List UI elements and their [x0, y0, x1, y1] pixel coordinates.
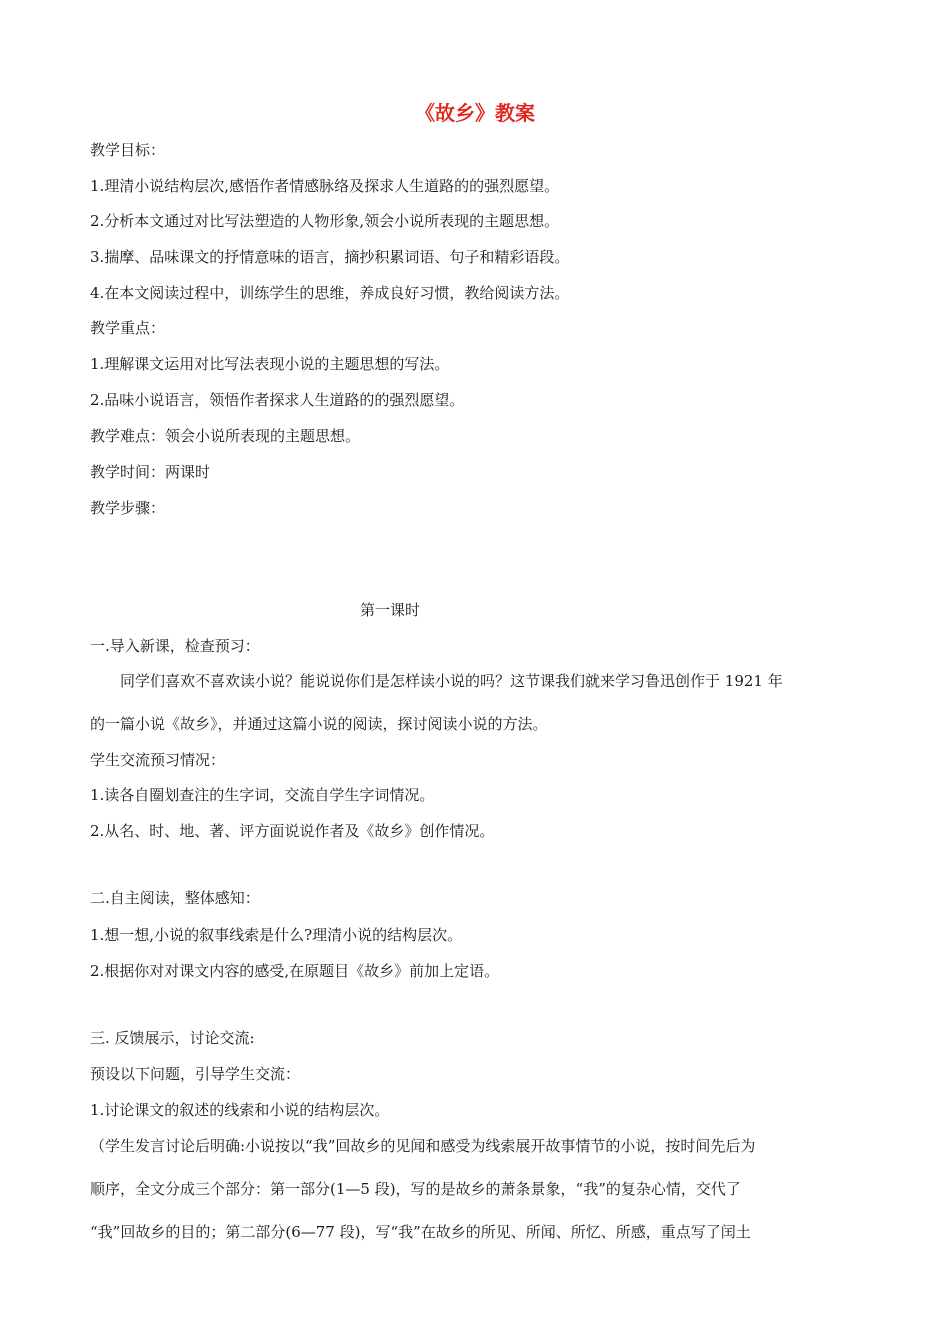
heading-objectives: 教学目标：: [90, 141, 166, 159]
step-three-intro: 预设以下问题，引导学生交流：: [90, 1065, 301, 1083]
objective-3: 3.揣摩、品味课文的抒情意味的语言，摘抄积累词语、句子和精彩语段。: [90, 248, 570, 266]
preview-item-2: 2.从名、时、地、著、评方面说说作者及《故乡》创作情况。: [90, 822, 495, 840]
heading-steps: 教学步骤：: [90, 499, 166, 517]
teaching-time: 教学时间：两课时: [90, 463, 211, 481]
step-two-heading: 二.自主阅读，整体感知：: [90, 889, 260, 907]
step-three-item-1: 1.讨论课文的叙述的线索和小说的结构层次。: [90, 1101, 390, 1119]
key-point-2: 2.品味小说语言，领悟作者探求人生道路的的强烈愿望。: [90, 391, 465, 409]
objective-1: 1.理清小说结构层次,感悟作者情感脉络及探求人生道路的的强烈愿望。: [90, 177, 560, 195]
intro-paragraph-line-1: 同学们喜欢不喜欢读小说？能说说你们是怎样读小说的吗？这节课我们就来学习鲁迅创作于 1921 年: [120, 672, 783, 690]
discussion-line-1: （学生发言讨论后明确:小说按以“我”回故乡的见闻和感受为线索展开故事情节的小说，按时间先后为: [90, 1137, 756, 1155]
discussion-line-2: 顺序，全文分成三个部分：第一部分(1—5 段)，写的是故乡的萧条景象，“我”的复杂心情，交代了: [90, 1180, 741, 1198]
objective-2: 2.分析本文通过对比写法塑造的人物形象,领会小说所表现的主题思想。: [90, 212, 560, 230]
step-two-item-1: 1.想一想,小说的叙事线索是什么?理清小说的结构层次。: [90, 926, 463, 944]
discussion-line-3: “我”回故乡的目的；第二部分(6—77 段)，写“我”在故乡的所见、所闻、所忆、所感，重点写了闰土: [90, 1223, 751, 1241]
section-first-lesson: 第一课时: [359, 601, 420, 619]
step-three-heading: 三. 反馈展示，讨论交流:: [90, 1029, 255, 1047]
preview-exchange-heading: 学生交流预习情况：: [90, 751, 226, 769]
objective-4: 4.在本文阅读过程中，训练学生的思维，养成良好习惯，教给阅读方法。: [90, 284, 570, 302]
heading-key-points: 教学重点：: [90, 319, 166, 337]
step-one-heading: 一.导入新课，检查预习：: [90, 637, 260, 655]
preview-item-1: 1.读各自圈划查注的生字词，交流自学生字词情况。: [90, 786, 435, 804]
step-two-item-2: 2.根据你对对课文内容的感受,在原题目《故乡》前加上定语。: [90, 962, 500, 980]
key-point-1: 1.理解课文运用对比写法表现小说的主题思想的写法。: [90, 355, 450, 373]
document-title: 《故乡》教案: [415, 101, 535, 125]
difficulty: 教学难点：领会小说所表现的主题思想。: [90, 427, 361, 445]
intro-paragraph-line-2: 的一篇小说《故乡》，并通过这篇小说的阅读，探讨阅读小说的方法。: [90, 715, 548, 733]
